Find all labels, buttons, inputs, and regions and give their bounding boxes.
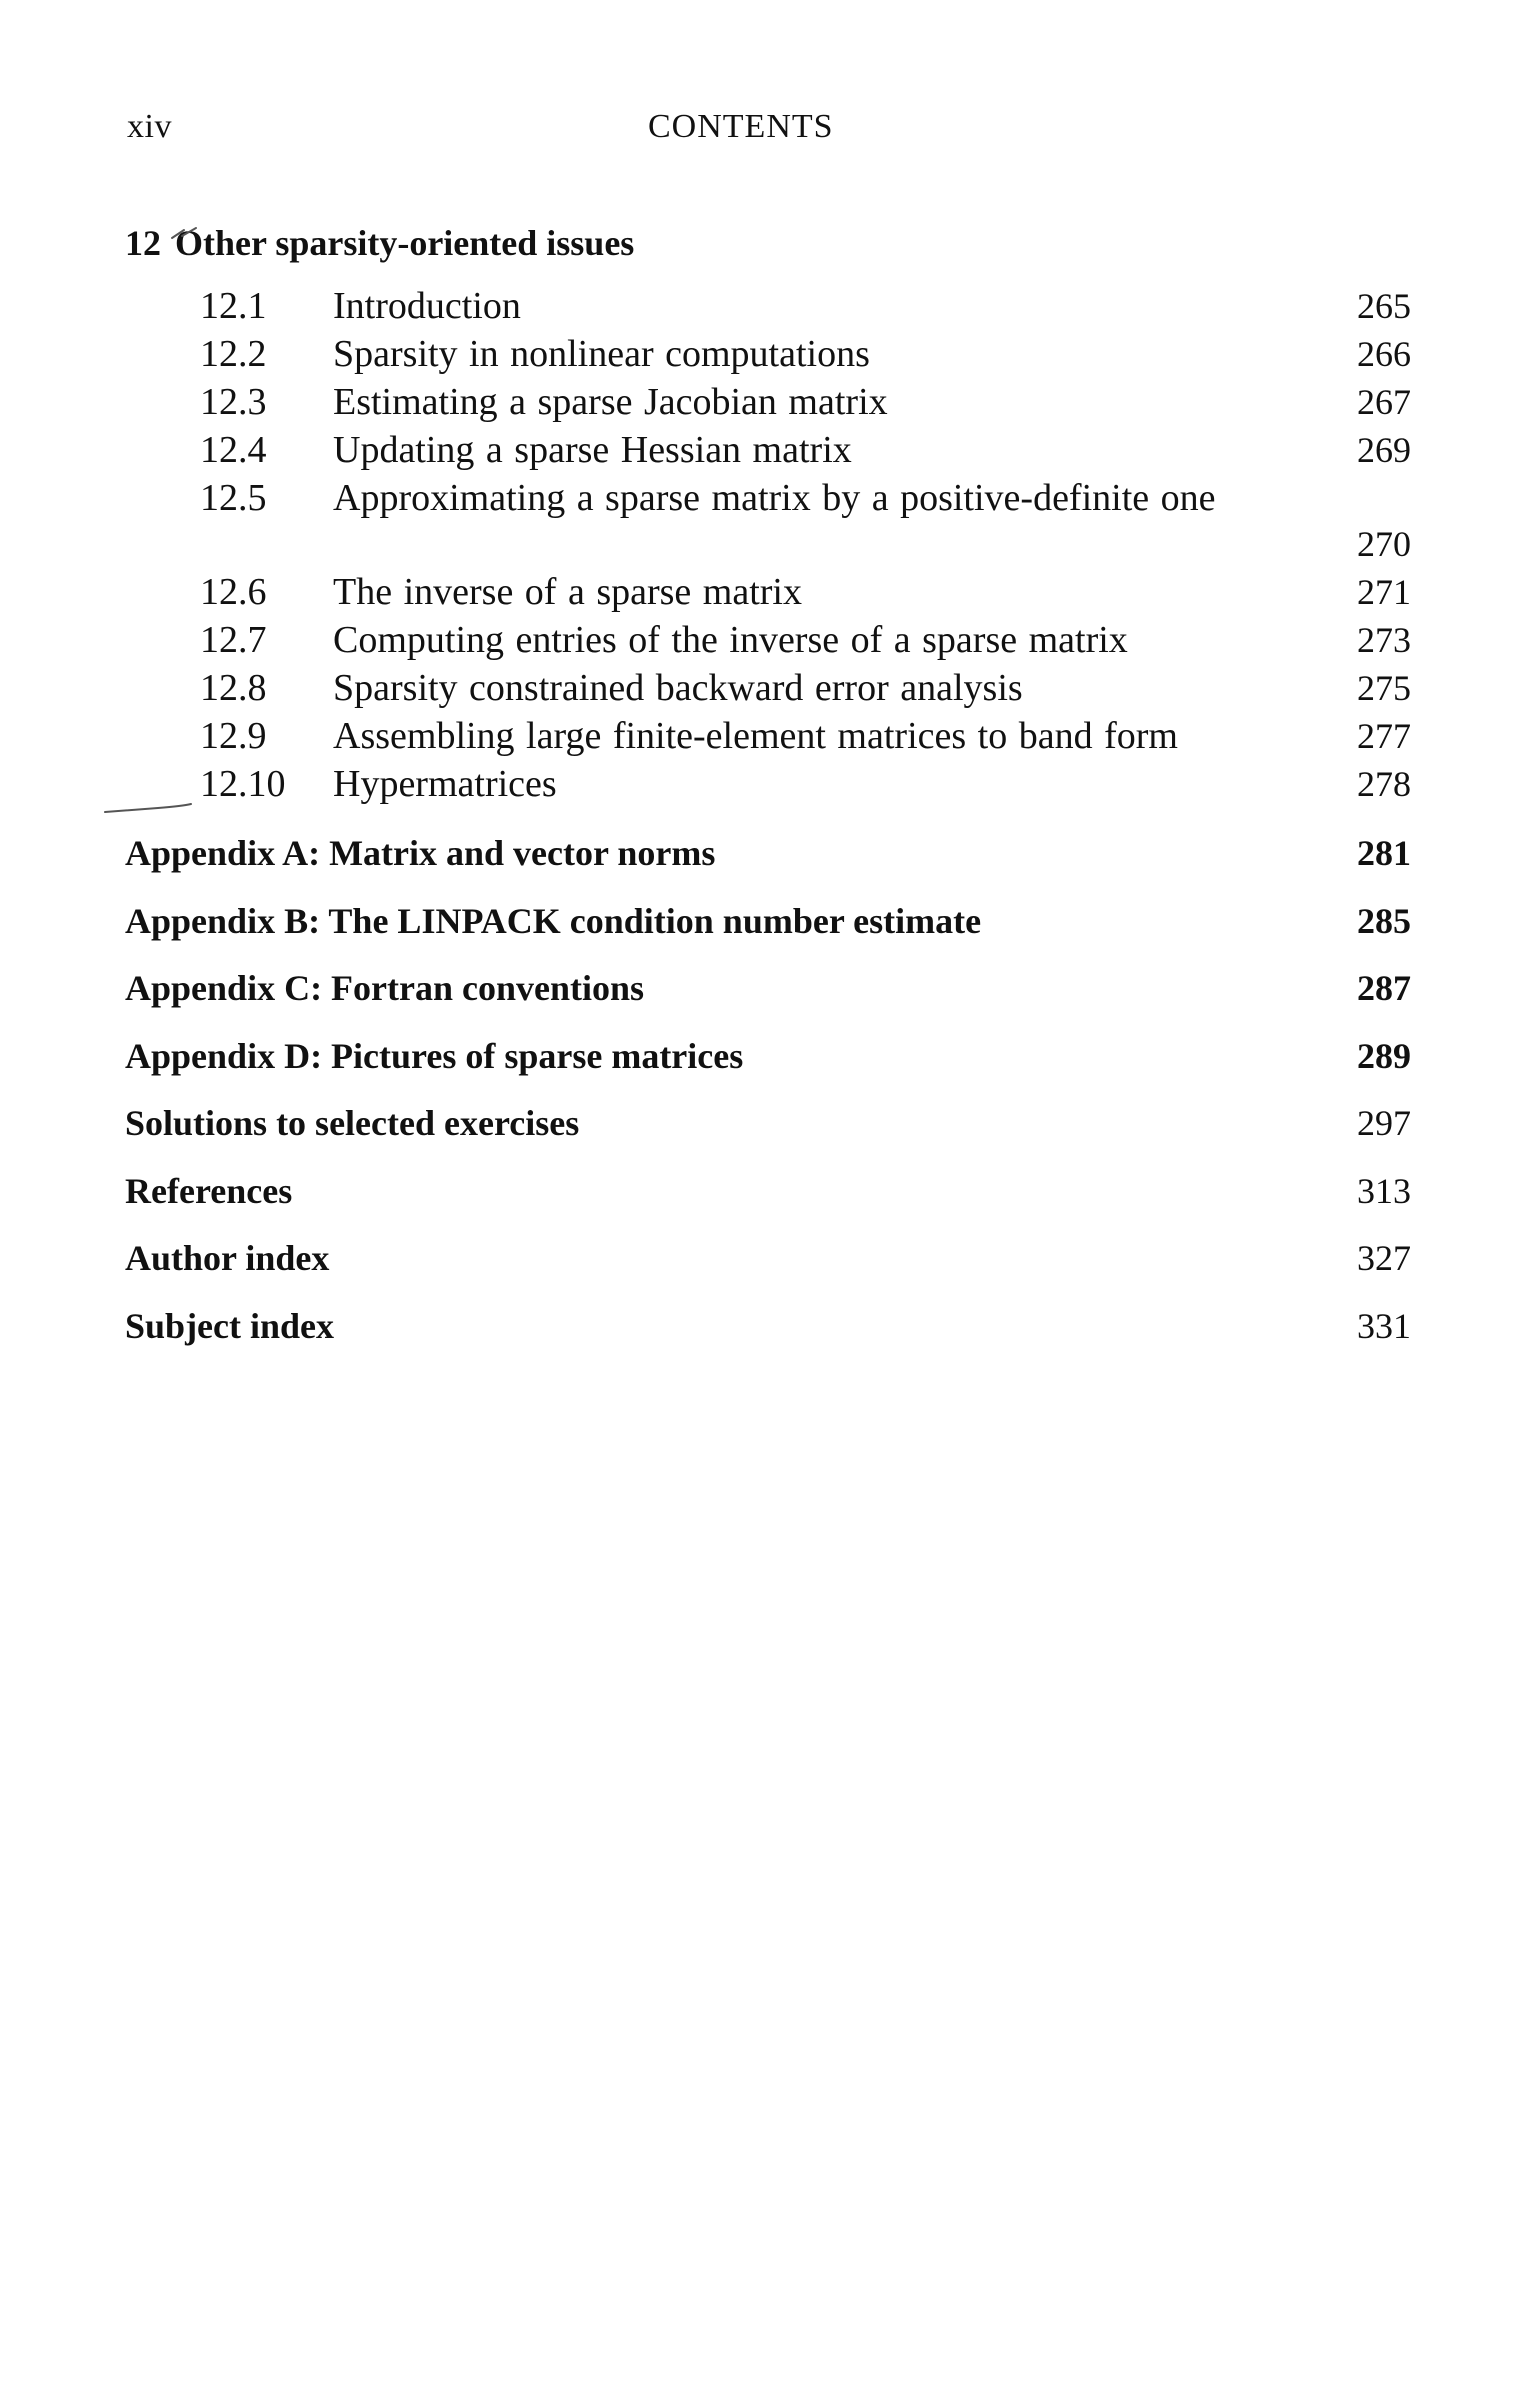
chapter-title: Other sparsity-oriented issues — [175, 223, 635, 263]
section-page: 270 — [1357, 524, 1411, 564]
section-title: Sparsity in nonlinear computations — [333, 333, 870, 375]
section-page: 275 — [1357, 668, 1411, 708]
section-title: Sparsity constrained backward error analysis — [333, 667, 1023, 709]
toc-section-row[interactable] — [0, 664, 1521, 712]
entry-page: 327 — [1357, 1238, 1411, 1278]
toc-section-row[interactable] — [0, 474, 1521, 568]
page-number: xiv — [127, 108, 172, 145]
toc-section-row[interactable] — [0, 378, 1521, 426]
section-number: 12.3 — [200, 381, 267, 423]
running-head — [0, 108, 1521, 158]
chapter-number: 12 — [125, 223, 161, 263]
section-title: Estimating a sparse Jacobian matrix — [333, 381, 888, 423]
entry-title: References — [125, 1170, 293, 1211]
chapter-heading — [125, 222, 634, 264]
entry-title: Author index — [125, 1238, 330, 1278]
toc-section-row[interactable] — [0, 568, 1521, 616]
toc-entry-row[interactable] — [0, 1237, 1521, 1305]
section-page: 269 — [1357, 430, 1411, 470]
section-page: 267 — [1357, 382, 1411, 422]
section-list — [0, 282, 1521, 808]
section-number: 12.8 — [200, 667, 267, 709]
running-title: CONTENTS — [648, 108, 834, 145]
section-page: 265 — [1357, 286, 1411, 326]
section-number: 12.5 — [200, 477, 267, 519]
toc-entry-row[interactable] — [0, 1305, 1521, 1373]
entry-page: 289 — [1357, 1035, 1411, 1076]
toc-entry-row[interactable] — [0, 832, 1521, 900]
entry-page: 297 — [1357, 1103, 1411, 1143]
section-page: 266 — [1357, 334, 1411, 374]
entry-page: 281 — [1357, 833, 1411, 873]
appendix-list — [0, 832, 1521, 1372]
section-title: Hypermatrices — [333, 763, 557, 805]
section-number: 12.6 — [200, 571, 267, 613]
section-title: Updating a sparse Hessian matrix — [333, 429, 852, 471]
toc-section-row[interactable] — [0, 616, 1521, 664]
section-page: 273 — [1357, 620, 1411, 660]
section-number: 12.2 — [200, 333, 267, 375]
entry-page: 285 — [1357, 900, 1411, 941]
section-number: 12.7 — [200, 619, 267, 661]
toc-section-row[interactable] — [0, 282, 1521, 330]
section-title: Approximating a sparse matrix by a positive-definite one — [333, 477, 1216, 519]
section-title: Computing entries of the inverse of a sparse matrix — [333, 619, 1128, 661]
toc-section-row[interactable] — [0, 426, 1521, 474]
toc-entry-row[interactable] — [0, 967, 1521, 1035]
entry-title: Appendix A: Matrix and vector norms — [125, 833, 716, 873]
entry-page: 313 — [1357, 1170, 1411, 1211]
section-title: The inverse of a sparse matrix — [333, 571, 802, 613]
entry-title: Solutions to selected exercises — [125, 1103, 580, 1143]
toc-section-row[interactable] — [0, 330, 1521, 378]
entry-title: Appendix C: Fortran conventions — [125, 968, 645, 1008]
entry-title: Appendix B: The LINPACK condition number estimate — [125, 900, 982, 941]
section-page: 277 — [1357, 716, 1411, 756]
entry-page: 331 — [1357, 1305, 1411, 1346]
toc-entry-row[interactable] — [0, 1170, 1521, 1238]
toc-entry-row[interactable] — [0, 1102, 1521, 1170]
toc-section-row[interactable] — [0, 712, 1521, 760]
section-number: 12.1 — [200, 285, 267, 327]
section-title: Introduction — [333, 285, 521, 327]
section-page: 271 — [1357, 572, 1411, 612]
section-page: 278 — [1357, 764, 1411, 804]
section-number: 12.10 — [200, 763, 286, 805]
section-number: 12.4 — [200, 429, 267, 471]
section-title: Assembling large finite-element matrices to band form — [333, 715, 1178, 757]
section-number: 12.9 — [200, 715, 267, 757]
toc-section-row[interactable] — [0, 760, 1521, 808]
entry-title: Appendix D: Pictures of sparse matrices — [125, 1035, 744, 1076]
toc-entry-row[interactable] — [0, 900, 1521, 968]
entry-page: 287 — [1357, 968, 1411, 1008]
toc-entry-row[interactable] — [0, 1035, 1521, 1103]
entry-title: Subject index — [125, 1305, 335, 1346]
